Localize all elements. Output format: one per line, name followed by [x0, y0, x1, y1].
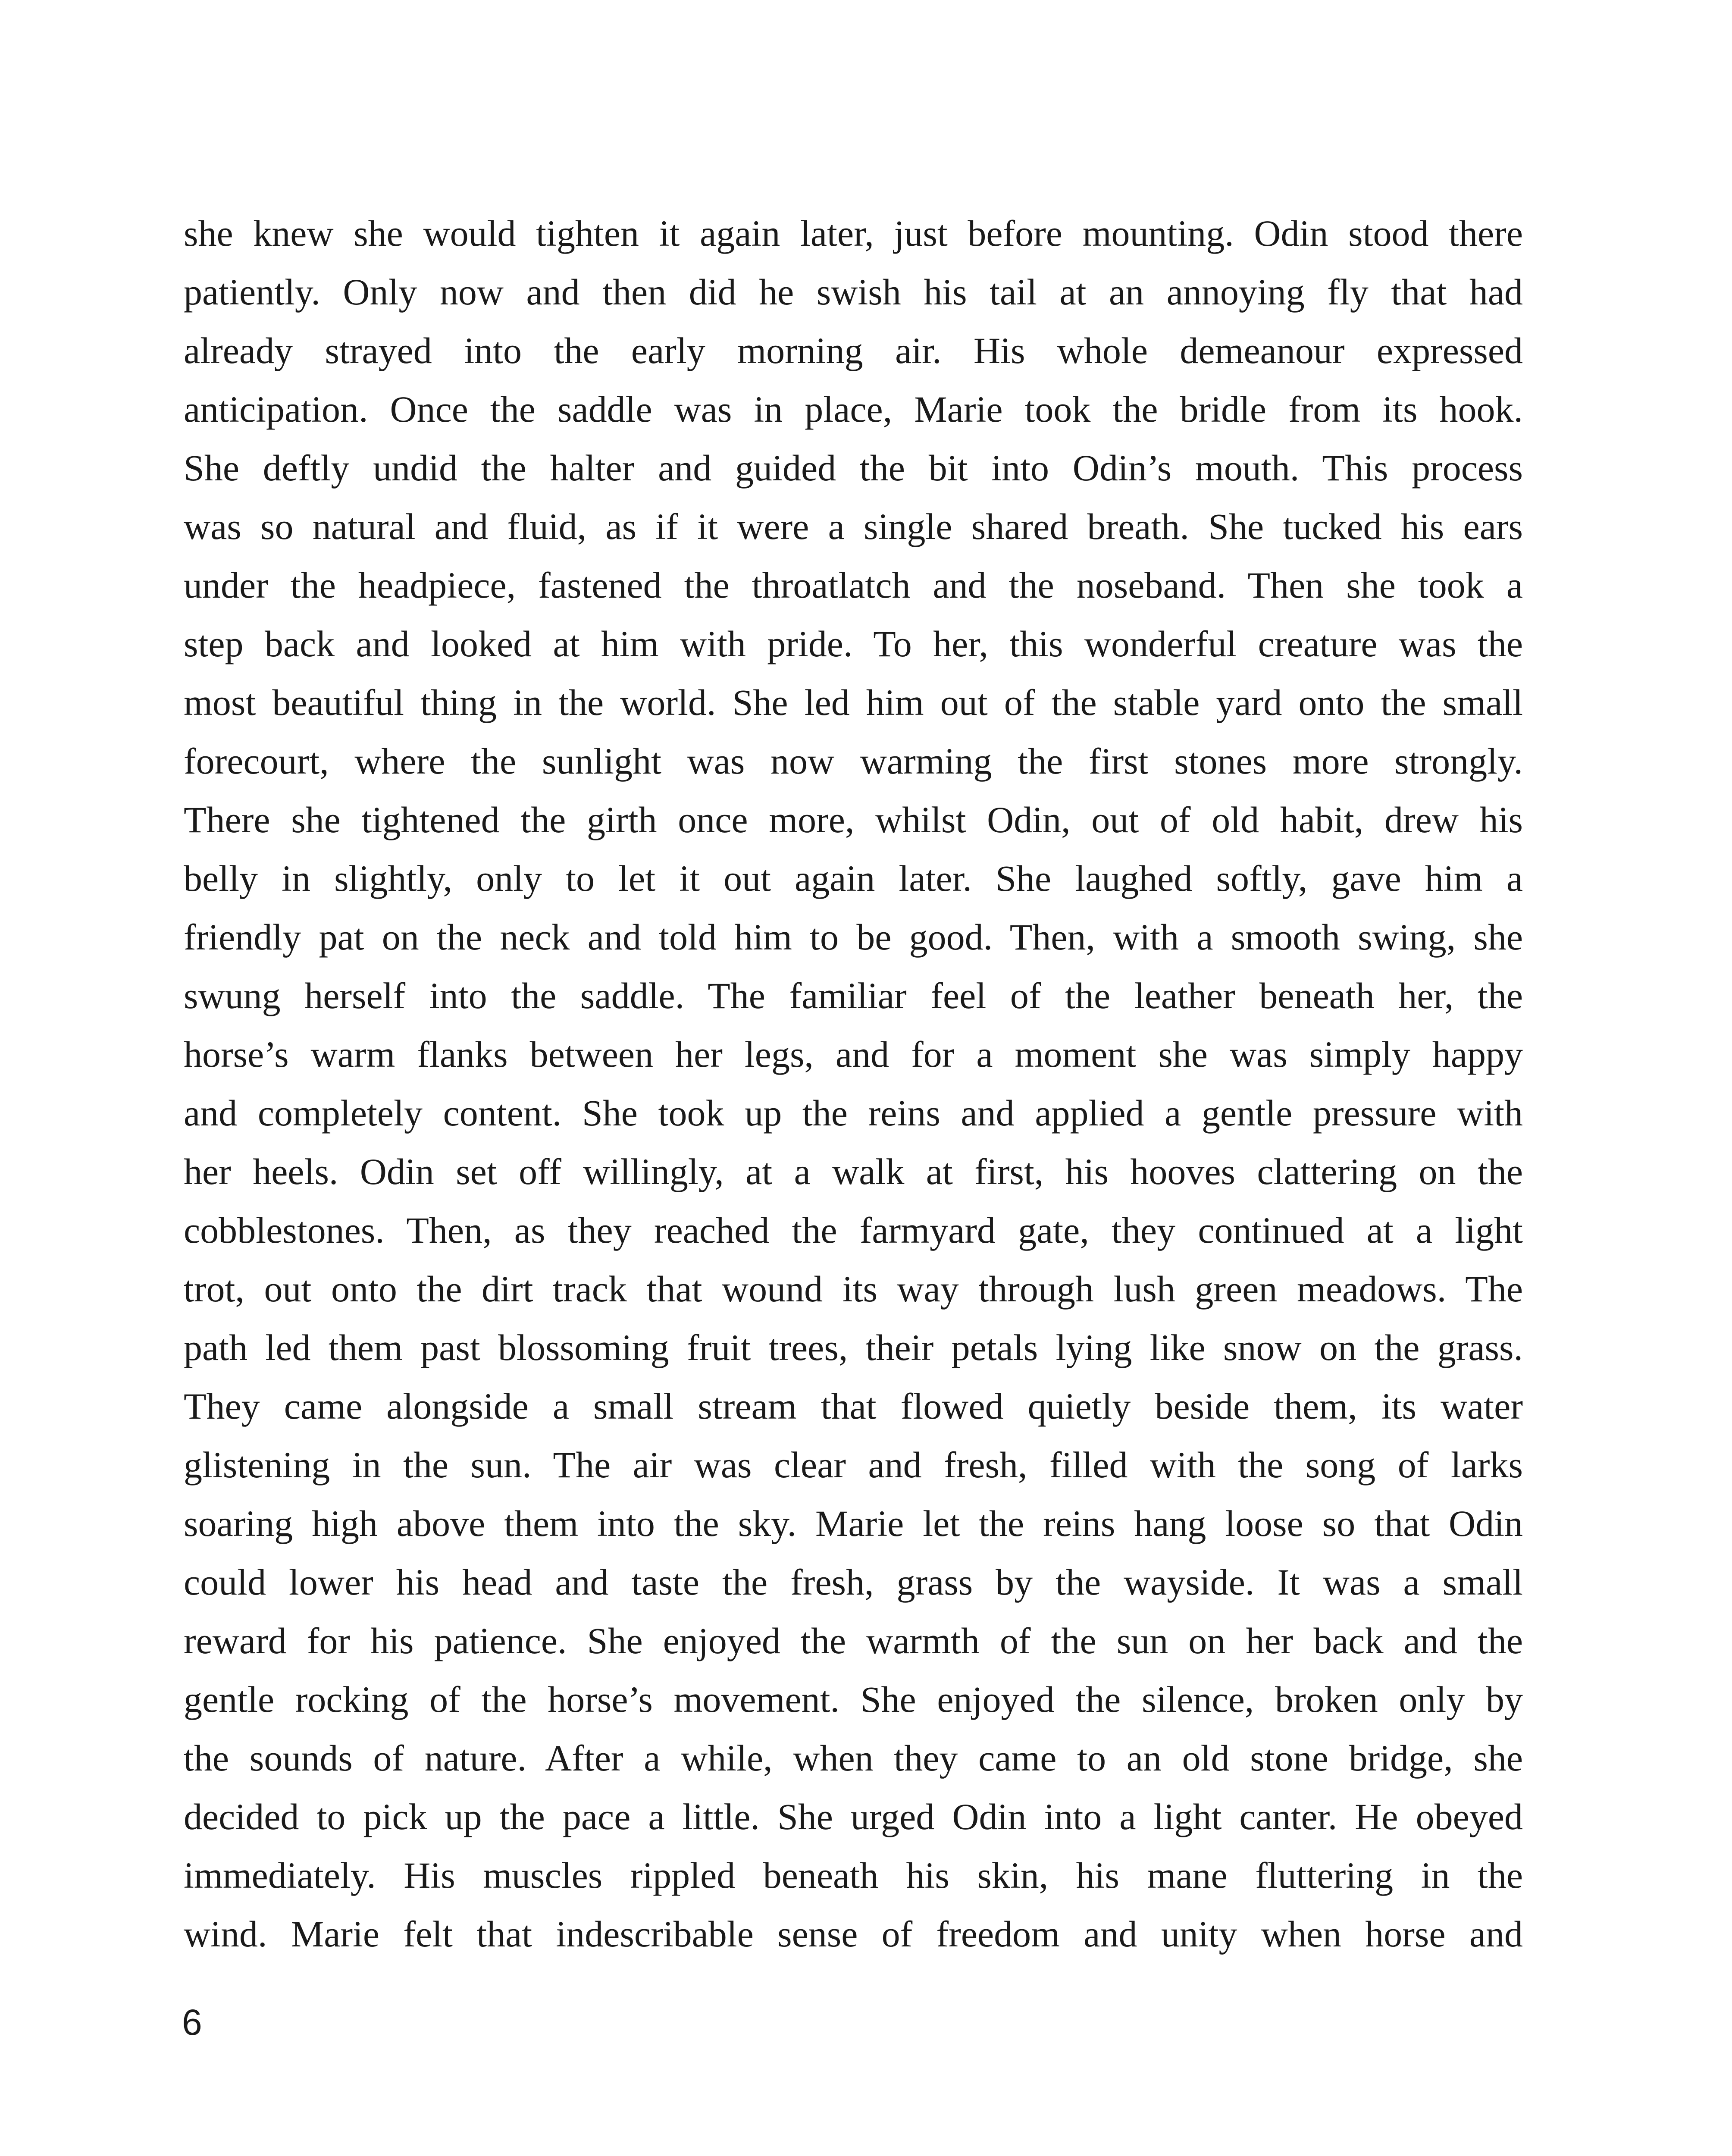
text-line: belly in slightly, only to let it out again later. She laughed softly, gave him a: [184, 858, 1523, 899]
text-line: cobblestones. Then, as they reached the farmyard gate, they continued at a light: [184, 1210, 1523, 1251]
text-line: soaring high above them into the sky. Marie let the reins hang loose so that Odin: [184, 1503, 1523, 1544]
text-line: already strayed into the early morning air. His whole demeanour expressed: [184, 330, 1523, 371]
text-line: immediately. His muscles rippled beneath his skin, his mane fluttering in the: [184, 1855, 1523, 1896]
text-line: gentle rocking of the horse’s movement. She enjoyed the silence, broken only by: [184, 1679, 1523, 1720]
text-line: path led them past blossoming fruit trees, their petals lying like snow on the grass.: [184, 1327, 1523, 1368]
body-text: [184, 204, 1523, 1963]
text-line: There she tightened the girth once more, whilst Odin, out of old habit, drew his: [184, 799, 1523, 840]
text-line: She deftly undid the halter and guided the bit into Odin’s mouth. This process: [184, 447, 1523, 489]
text-line: under the headpiece, fastened the throatlatch and the noseband. Then she took a: [184, 564, 1523, 606]
page-number: 6: [182, 2002, 202, 2043]
text-line: could lower his head and taste the fresh, grass by the wayside. It was a small: [184, 1561, 1523, 1603]
text-line: step back and looked at him with pride. To her, this wonderful creature was the: [184, 623, 1523, 664]
text-line: decided to pick up the pace a little. She urged Odin into a light canter. He obeyed: [184, 1796, 1523, 1837]
text-line: and completely content. She took up the reins and applied a gentle pressure with: [184, 1092, 1523, 1134]
text-line: swung herself into the saddle. The familiar feel of the leather beneath her, the: [184, 975, 1523, 1016]
text-line: she knew she would tighten it again later, just before mounting. Odin stood there: [184, 213, 1523, 254]
text-line: They came alongside a small stream that flowed quietly beside them, its water: [184, 1385, 1523, 1427]
text-line: the sounds of nature. After a while, when they came to an old stone bridge, she: [184, 1737, 1523, 1779]
text-line: her heels. Odin set off willingly, at a walk at first, his hooves clattering on the: [184, 1151, 1523, 1192]
text-line: was so natural and fluid, as if it were a single shared breath. She tucked his ears: [184, 506, 1523, 547]
text-line: most beautiful thing in the world. She led him out of the stable yard onto the small: [184, 682, 1523, 723]
text-line: wind. Marie felt that indescribable sense of freedom and unity when horse and: [184, 1913, 1523, 1955]
text-line: patiently. Only now and then did he swish his tail at an annoying fly that had: [184, 271, 1523, 313]
text-line: friendly pat on the neck and told him to be good. Then, with a smooth swing, she: [184, 916, 1523, 958]
text-line: anticipation. Once the saddle was in place, Marie took the bridle from its hook.: [184, 389, 1523, 430]
text-line: horse’s warm flanks between her legs, and for a moment she was simply happy: [184, 1034, 1523, 1075]
text-line: glistening in the sun. The air was clear and fresh, filled with the song of larks: [184, 1444, 1523, 1485]
text-line: forecourt, where the sunlight was now warming the first stones more strongly.: [184, 740, 1523, 782]
text-line: trot, out onto the dirt track that wound its way through lush green meadows. The: [184, 1268, 1523, 1310]
text-line: reward for his patience. She enjoyed the warmth of the sun on her back and the: [184, 1620, 1523, 1661]
